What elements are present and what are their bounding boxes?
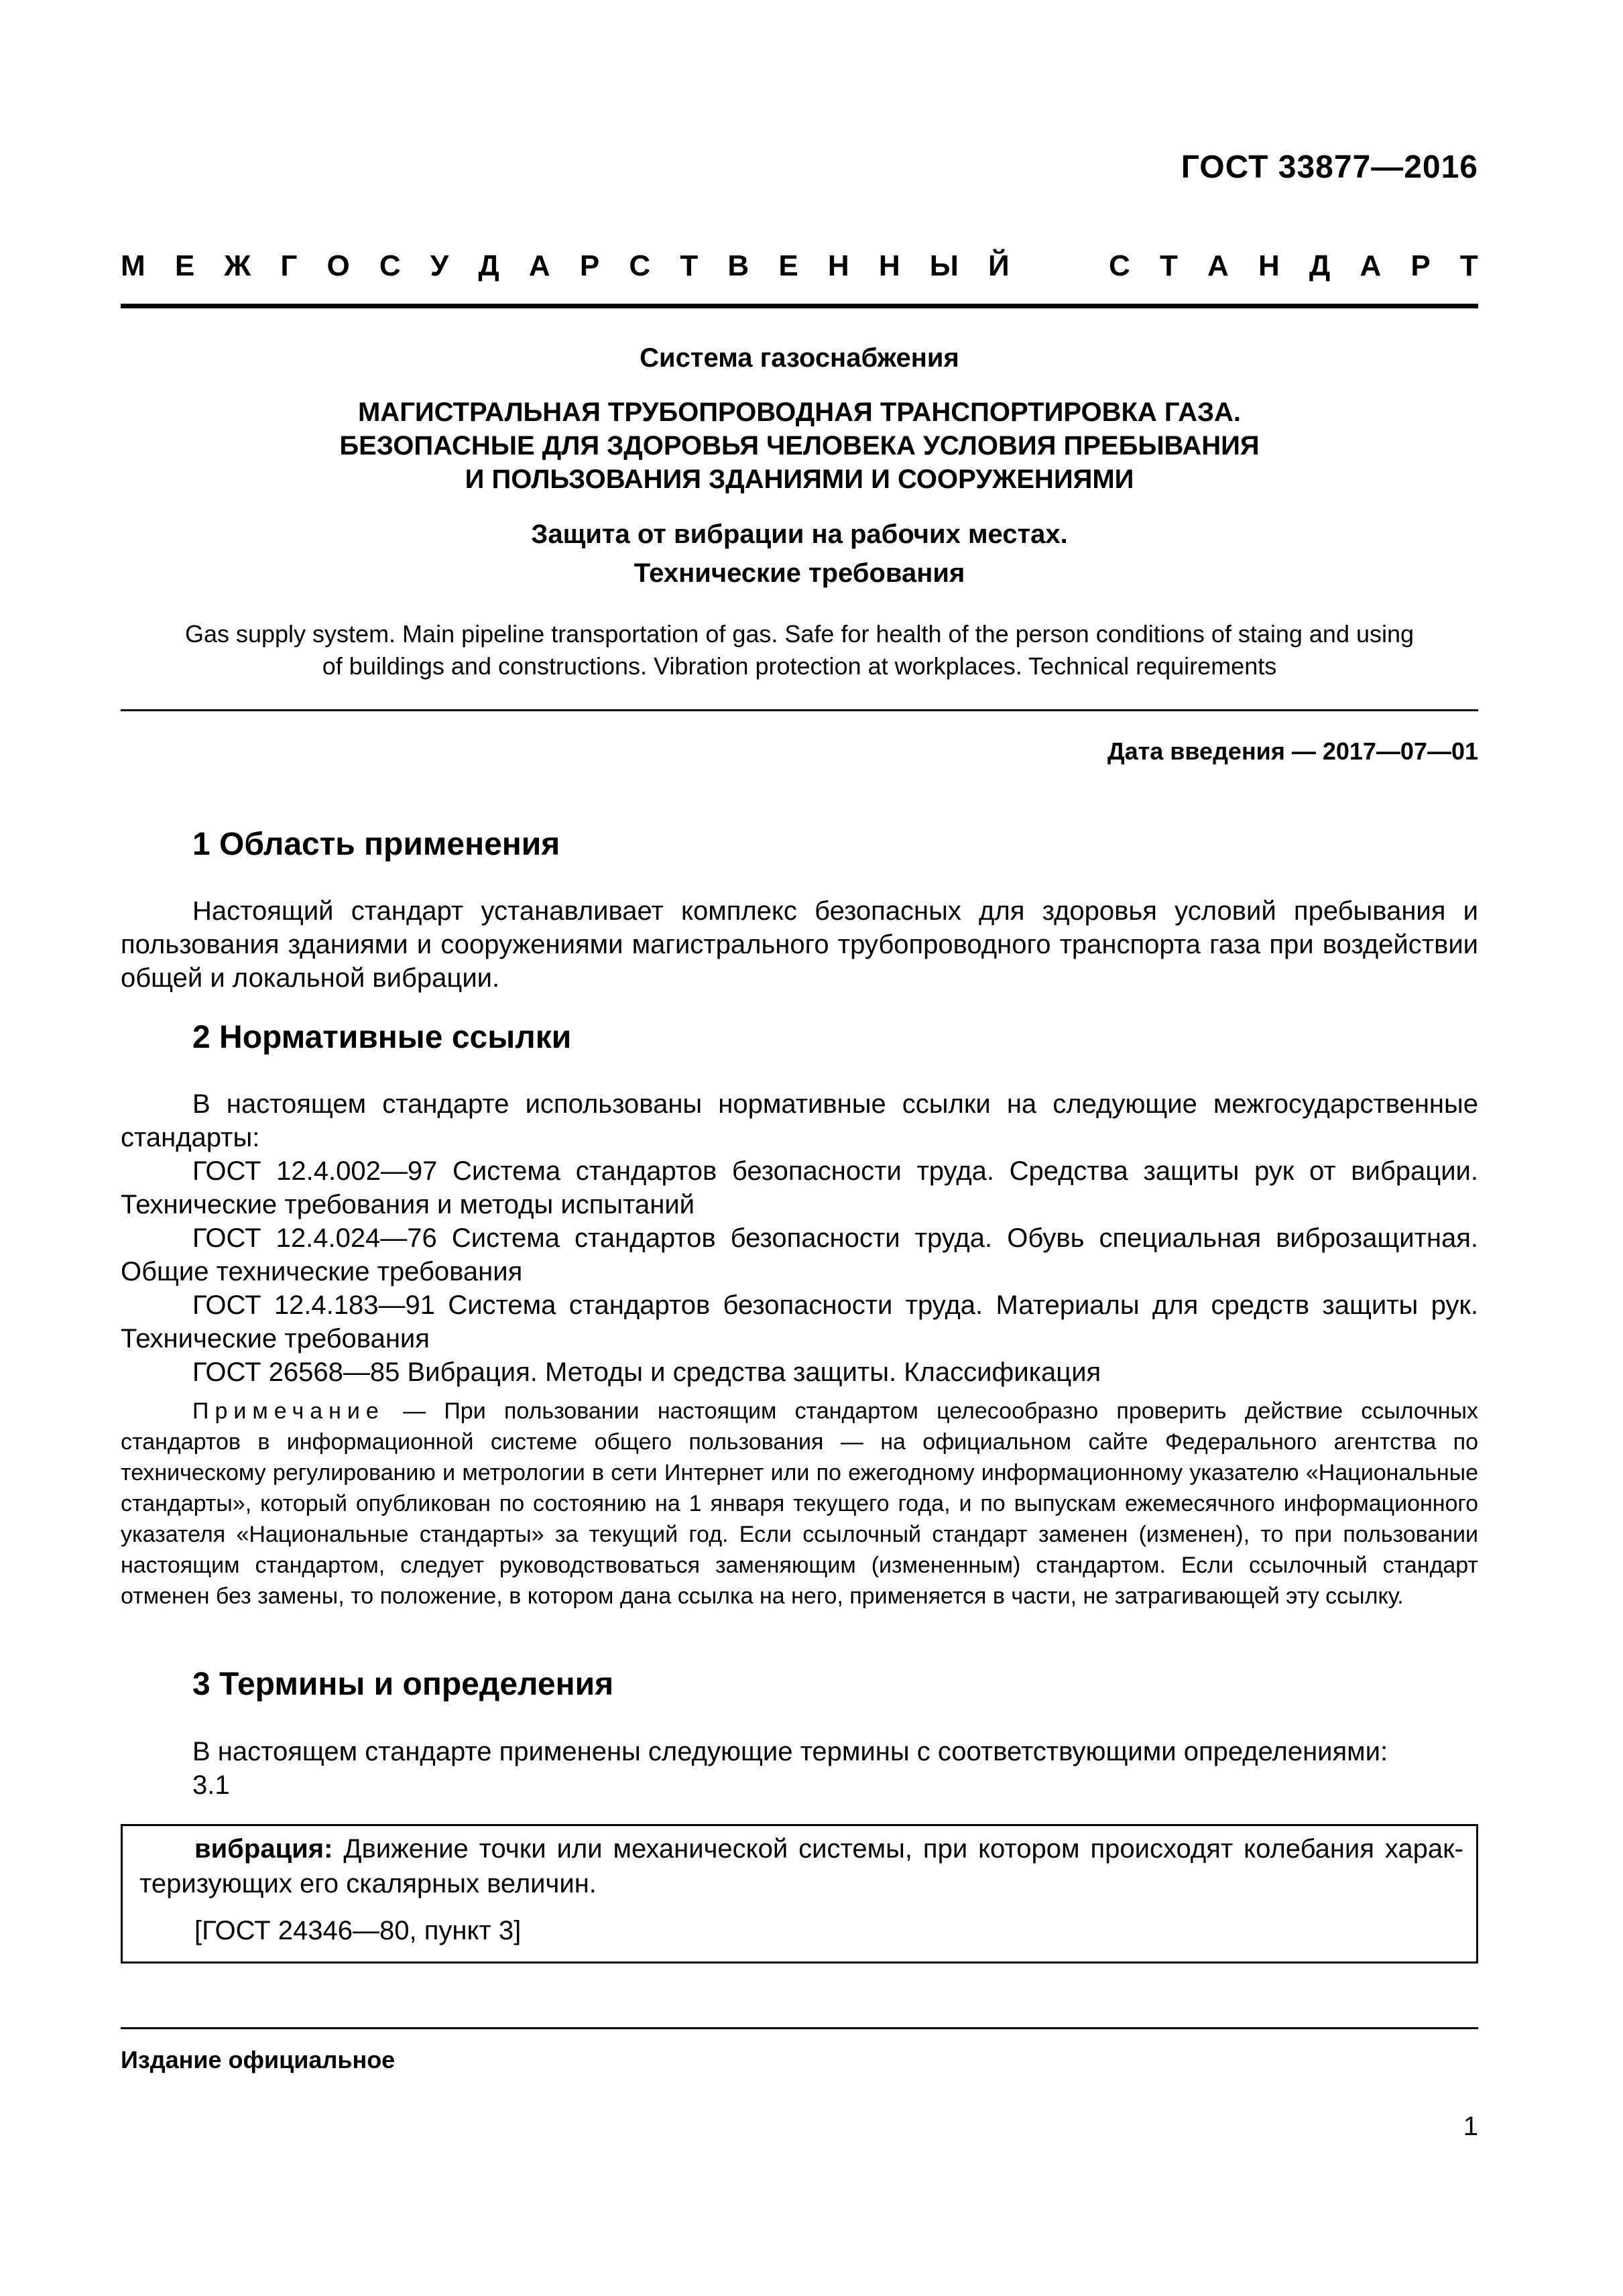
- heading-letter: С: [1108, 249, 1130, 282]
- reference-item: ГОСТ 12.4.024—76 Система стандартов безопасности труда. Обувь специальная виброзащитная. Общие технические требования: [121, 1223, 1478, 1286]
- heading-letter: Ы: [929, 249, 959, 282]
- interstate-standard-heading: [121, 249, 1478, 283]
- page-number: 1: [1463, 2112, 1478, 2141]
- main-title-line: И ПОЛЬЗОВАНИЯ ЗДАНИЯМИ И СООРУЖЕНИЯМИ: [465, 465, 1134, 494]
- reference-item: ГОСТ 12.4.183—91 Система стандартов безопасности труда. Материалы для средств защиты рук. Технические требования: [121, 1290, 1478, 1353]
- footer-rule: [121, 2027, 1478, 2029]
- word-gap: [1039, 249, 1079, 283]
- section-3-intro: В настоящем стандарте применены следующие термины с соответствующими определениями:: [192, 1737, 1388, 1766]
- section-3-heading: 3 Термины и определения: [192, 1667, 614, 1702]
- section-2-intro: В настоящем стандарте использованы нормативные ссылки на следующие межгосударственные стандарты:: [121, 1089, 1478, 1152]
- heading-letter: Д: [1309, 249, 1331, 282]
- heading-letter: А: [528, 249, 550, 282]
- heading-letter: В: [727, 249, 749, 282]
- heading-letter: Е: [174, 249, 195, 282]
- header-thick-rule: [121, 304, 1478, 308]
- english-title-line: Gas supply system. Main pipeline transportation of gas. Safe for health of the person conditions of staing and using: [184, 620, 1415, 648]
- heading-letter: Ж: [224, 249, 251, 282]
- section-1-heading: 1 Область применения: [192, 827, 560, 862]
- heading-letter: О: [326, 249, 350, 282]
- subtitle-line: Защита от вибрации на рабочих местах.: [531, 520, 1068, 549]
- heading-letter: М: [121, 249, 145, 282]
- heading-letter: Т: [1159, 249, 1178, 282]
- main-title-line: МАГИСТРАЛЬНАЯ ТРУБОПРОВОДНАЯ ТРАНСПОРТИРОВКА ГАЗА.: [357, 398, 1242, 427]
- term-definition: [123, 1831, 1463, 1901]
- term-definition-box: [121, 1824, 1478, 1963]
- note-label: Примечание: [192, 1398, 385, 1424]
- heading-letter: Н: [827, 249, 849, 282]
- heading-letter: Р: [1410, 249, 1431, 282]
- main-title: [121, 396, 1478, 496]
- note-block: [121, 1396, 1478, 1612]
- subtitle-line: Технические требования: [634, 558, 965, 588]
- official-edition-label: Издание официальное: [121, 2046, 396, 2073]
- heading-letter: У: [430, 249, 449, 282]
- section-1-text: Настоящий стандарт устанавливает комплекс безопасных для здоровья условий пребывания и пользования зданиями и сооружениями магистрального трубопроводного транспорта газа при воздействии общей и локальной вибрации.: [121, 896, 1478, 993]
- heading-letter: А: [1360, 249, 1382, 282]
- definition: Движение точки или механической системы, при котором происходят колебания характеризующих его скалярных величин.: [139, 1834, 1463, 1898]
- english-title: [121, 618, 1478, 682]
- term-reference: [ГОСТ 24346—80, пункт 3]: [194, 1916, 522, 1945]
- introduction-date: Дата введения — 2017—07—01: [1107, 737, 1478, 765]
- heading-letter: А: [1207, 249, 1229, 282]
- section-2-heading: 2 Нормативные ссылки: [192, 1020, 572, 1055]
- gost-number: ГОСТ 33877—2016: [1181, 149, 1478, 185]
- term-number: 3.1: [192, 1770, 230, 1800]
- heading-letter: Д: [478, 249, 499, 282]
- heading-letter: Н: [1258, 249, 1280, 282]
- title-rule: [121, 709, 1478, 711]
- heading-letter: Н: [878, 249, 900, 282]
- reference-item: ГОСТ 12.4.002—97 Система стандартов безопасности труда. Средства защиты рук от вибрации. Технические требования и методы испытаний: [121, 1156, 1478, 1219]
- heading-letter: С: [629, 249, 651, 282]
- heading-letter: С: [379, 249, 401, 282]
- heading-letter: Т: [1459, 249, 1478, 282]
- reference-item: ГОСТ 26568—85 Вибрация. Методы и средства защиты. Классификация: [192, 1357, 1101, 1387]
- heading-letter: Т: [680, 249, 699, 282]
- heading-letter: Р: [579, 249, 600, 282]
- term: вибрация:: [194, 1834, 333, 1864]
- main-title-line: БЕЗОПАСНЫЕ ДЛЯ ЗДОРОВЬЯ ЧЕЛОВЕКА УСЛОВИЯ ПРЕБЫВАНИЯ: [339, 431, 1260, 461]
- note-text: — При пользовании настоящим стандартом целесообразно проверить действие ссылочных стандартов в информационной системе общего пользования — на официальном сайте Федерального агентства по техническому регулированию и метрологии в сети Интернет или по ежегодному информационному указателю «Национальные стандарты», который опубликован по состоянию на 1 января текущего года, и по выпускам ежемесячного информационного указателя «Национальные стандарты» за текущий год. Если ссылочный стандарт заменен (изменен), то при пользовании настоящим стандартом, следует руководствоваться заменяющим (измененным) стандартом. Если ссылочный стандарт отменен без замены, то положение, в котором дана ссылка на него, применяется в части, не затрагивающей эту ссылку.: [121, 1398, 1478, 1609]
- heading-letter: Г: [280, 249, 298, 282]
- subtitle: [121, 515, 1478, 593]
- heading-letter: Е: [778, 249, 798, 282]
- heading-letter: Й: [988, 249, 1010, 282]
- english-title-line: of buildings and constructions. Vibration protection at workplaces. Technical requirements: [322, 652, 1277, 680]
- system-title: Система газоснабжения: [640, 343, 959, 373]
